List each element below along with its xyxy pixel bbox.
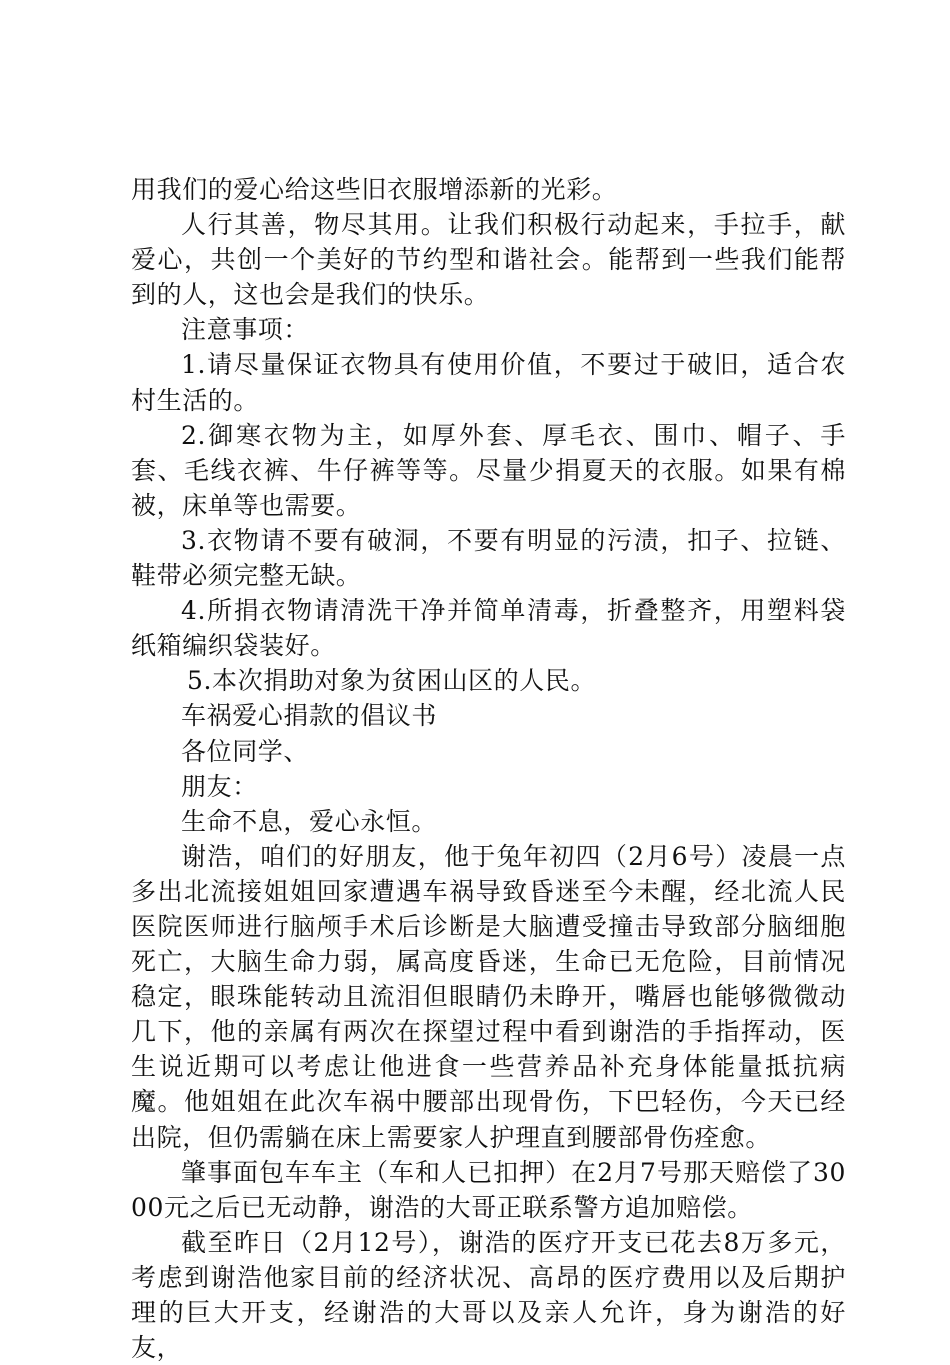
paragraph: 截至昨日（2月12号），谢浩的医疗开支已花去8万多元，考虑到谢浩他家目前的经济状况、高昂的医疗费用以及后期护理的巨大开支，经谢浩的大哥以及亲人允许，身为谢浩的好友， [131,1227,846,1363]
paragraph: 谢浩，咱们的好朋友，他于兔年初四（2月6号）凌晨一点多出北流接姐姐回家遭遇车祸导致昏迷至今未醒，经北流人民医院医师进行脑颅手术后诊断是大脑遭受撞击导致部分脑细胞死亡，大脑生命力弱，属高度昏迷，生命已无危险，目前情况稳定，眼珠能转动且流泪但眼睛仍未睁开，嘴唇也能够微微动几下，他的亲属有两次在探望过程中看到谢浩的手指挥动，医生说近期可以考虑让他进食一些营养品补充身体能量抵抗病魔。他姐姐在此次车祸中腰部出现骨伤，下巴轻伤，今天已经出院，但仍需躺在床上需要家人护理直到腰部骨伤痊愈。 [131,841,846,1152]
notice-item: 5.本次捐助对象为贫困山区的人民。 [187,666,597,696]
salutation: 各位同学、 [181,736,310,766]
notice-item: 1.请尽量保证衣物具有使用价值，不要过于破旧，适合农村生活的。 [131,350,846,415]
paragraph: 生命不息，爱心永恒。 [181,806,438,836]
notice-heading: 注意事项： [181,315,310,345]
paragraph: 肇事面包车车主（车和人已扣押）在2月7号那天赔偿了3000元之后已无动静，谢浩的大哥正联系警方追加赔偿。 [131,1157,846,1222]
salutation: 朋友： [181,771,258,801]
paragraph: 人行其善，物尽其用。让我们积极行动起来，手拉手，献爱心，共创一个美好的节约型和谐社会。能帮到一些我们能帮到的人，这也会是我们的快乐。 [131,210,846,310]
document-body [131,172,846,1365]
notice-item: 2.御寒衣物为主，如厚外套、厚毛衣、围巾、帽子、手套、毛线衣裤、牛仔裤等等。尽量少捐夏天的衣服。如果有棉被，床单等也需要。 [131,420,846,520]
section-title: 车祸爱心捐款的倡议书 [181,701,438,731]
notice-item: 3.衣物请不要有破洞，不要有明显的污渍，扣子、拉链、鞋带必须完整无缺。 [131,525,846,591]
paragraph: 用我们的爱心给这些旧衣服增添新的光彩。 [131,175,618,204]
notice-item: 4.所捐衣物请清洗干净并简单清毒，折叠整齐，用塑料袋纸箱编织袋装好。 [131,596,846,661]
